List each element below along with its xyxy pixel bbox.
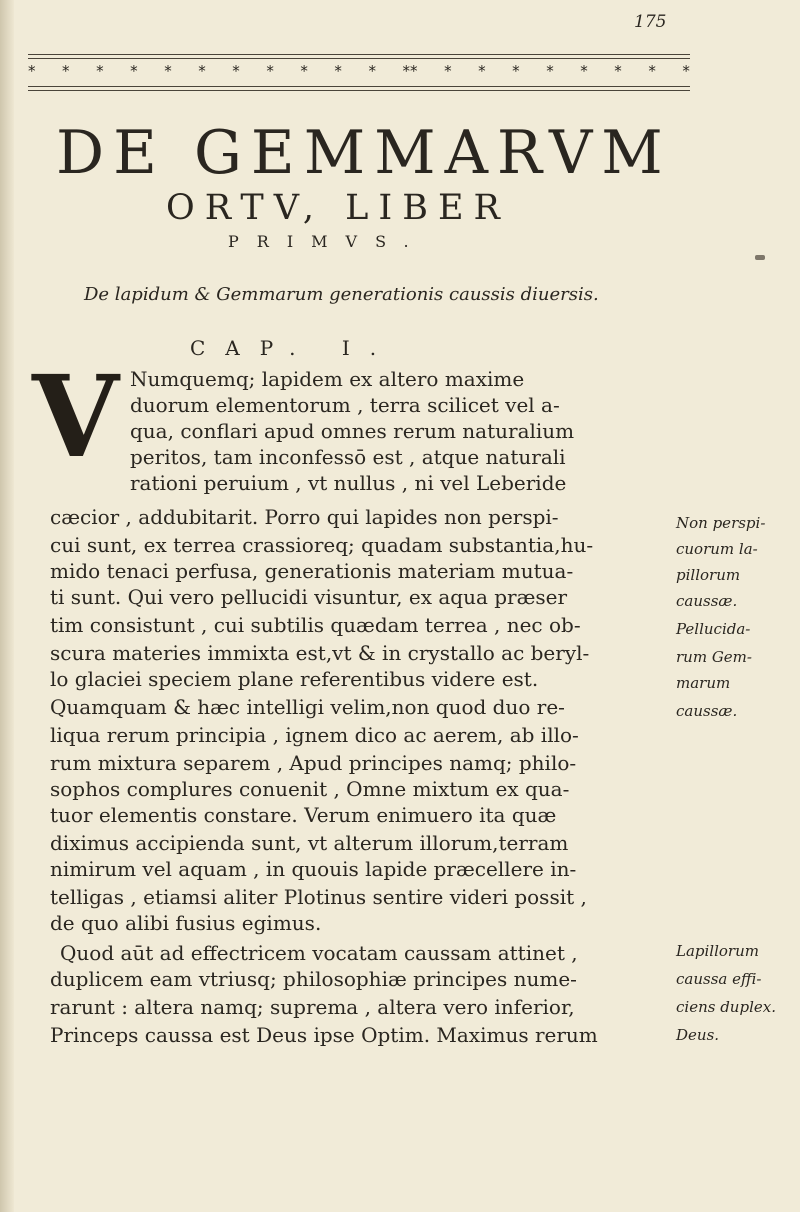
- margin-note-line: Non perspi-: [676, 514, 766, 532]
- page-spine-shadow: [0, 0, 14, 1212]
- body-line: Princeps caussa est Deus ipse Optim. Maximus rerum: [50, 1023, 598, 1047]
- title-line-3: PRIMVS.: [228, 232, 427, 251]
- body-line: qua, conflari apud omnes rerum naturalium: [130, 419, 575, 443]
- ornament-star-icon: **: [402, 62, 418, 80]
- body-line: Quod aūt ad effectricem vocatam caussam attinet ,: [60, 941, 578, 965]
- body-line: cæcior , addubitarit. Porro qui lapides non perspi-: [50, 505, 559, 529]
- ornament-star-icon: *: [614, 62, 622, 80]
- margin-note-line: pillorum: [676, 566, 741, 584]
- margin-note-line: ciens duplex.: [676, 998, 776, 1016]
- header-ornament: [28, 52, 690, 98]
- body-line: rationi peruium , vt nullus , ni vel Leberide: [130, 471, 567, 495]
- ornament-star-icon: *: [164, 62, 172, 80]
- body-line: nimirum vel aquam , in quouis lapide præcellere in-: [50, 857, 577, 881]
- margin-note-line: caussa effi-: [676, 970, 762, 988]
- body-line: ti sunt. Qui vero pellucidi visuntur, ex aqua præser: [50, 585, 568, 609]
- ornament-star-icon: *: [444, 62, 452, 80]
- title-line-1: DE GEMMARVM: [56, 118, 672, 188]
- body-line: mido tenaci perfusa, generationis materiam mutua-: [50, 559, 574, 583]
- margin-note-line: rum Gem-: [676, 648, 752, 666]
- body-line: liqua rerum principia , ignem dico ac aerem, ab illo-: [50, 723, 579, 747]
- ornament-star-icon: *: [96, 62, 104, 80]
- ornament-star-icon: *: [62, 62, 70, 80]
- body-line: rum mixtura separem , Apud principes namq; philo-: [50, 751, 577, 775]
- ornament-star-icon: *: [478, 62, 486, 80]
- ink-smudge: [755, 255, 765, 260]
- margin-note-line: Pellucida-: [676, 620, 751, 638]
- body-line: Numquemq; lapidem ex altero maxime: [130, 367, 525, 391]
- ornament-star-icon: *: [28, 62, 36, 80]
- ornament-star-icon: *: [198, 62, 206, 80]
- ornament-star-icon: *: [682, 62, 690, 80]
- title-line-2: ORTV, LIBER: [166, 188, 510, 228]
- margin-note-line: marum: [676, 674, 731, 692]
- body-line: rarunt : altera namq; suprema , altera vero inferior,: [50, 995, 575, 1019]
- body-line: scura materies immixta est,vt & in crystallo ac beryl-: [50, 641, 590, 665]
- ornament-star-icon: *: [334, 62, 342, 80]
- ornament-star-icon: *: [130, 62, 138, 80]
- ornament-star-icon: *: [232, 62, 240, 80]
- ornament-star-icon: *: [580, 62, 588, 80]
- margin-note-line: caussæ.: [676, 702, 738, 720]
- body-line: cui sunt, ex terrea crassioreq; quadam substantia,hu-: [50, 533, 594, 557]
- body-line: tim consistunt , cui subtilis quædam terrea , nec ob-: [50, 613, 581, 637]
- body-line: duorum elementorum , terra scilicet vel a-: [130, 393, 560, 417]
- margin-note-line: cuorum la-: [676, 540, 758, 558]
- ornament-star-icon: *: [368, 62, 376, 80]
- ornament-star-icon: *: [266, 62, 274, 80]
- ornament-star-icon: *: [546, 62, 554, 80]
- ornament-star-icon: *: [648, 62, 656, 80]
- chapter-subtitle: De lapidum & Gemmarum generationis caussis diuersis.: [84, 284, 599, 305]
- margin-note-line: caussæ.: [676, 592, 738, 610]
- ornament-star-icon: *: [300, 62, 308, 80]
- ornament-stars: [28, 62, 690, 80]
- page-number: 175: [634, 12, 667, 32]
- chapter-heading: CAP. I.: [190, 336, 397, 360]
- body-line: peritos, tam inconfessō est , atque naturali: [130, 445, 566, 469]
- ornament-star-icon: *: [512, 62, 520, 80]
- body-line: sophos complures conuenit , Omne mixtum ex qua-: [50, 777, 570, 801]
- body-line: duplicem eam vtriusq; philosophiæ principes nume-: [50, 967, 577, 991]
- drop-cap: V: [32, 352, 119, 483]
- body-line: de quo alibi fusius egimus.: [50, 911, 322, 935]
- body-line: diximus accipienda sunt, vt alterum illorum,terram: [50, 831, 569, 855]
- body-line: Quamquam & hæc intelligi velim,non quod duo re-: [50, 695, 565, 719]
- margin-note-line: Lapillorum: [676, 942, 759, 960]
- body-line: lo glaciei speciem plane referentibus videre est.: [50, 667, 539, 691]
- body-line: telligas , etiamsi aliter Plotinus sentire videri possit ,: [50, 885, 587, 909]
- body-line: tuor elementis constare. Verum enimuero ita quæ: [50, 803, 557, 827]
- margin-note-line: Deus.: [676, 1026, 720, 1044]
